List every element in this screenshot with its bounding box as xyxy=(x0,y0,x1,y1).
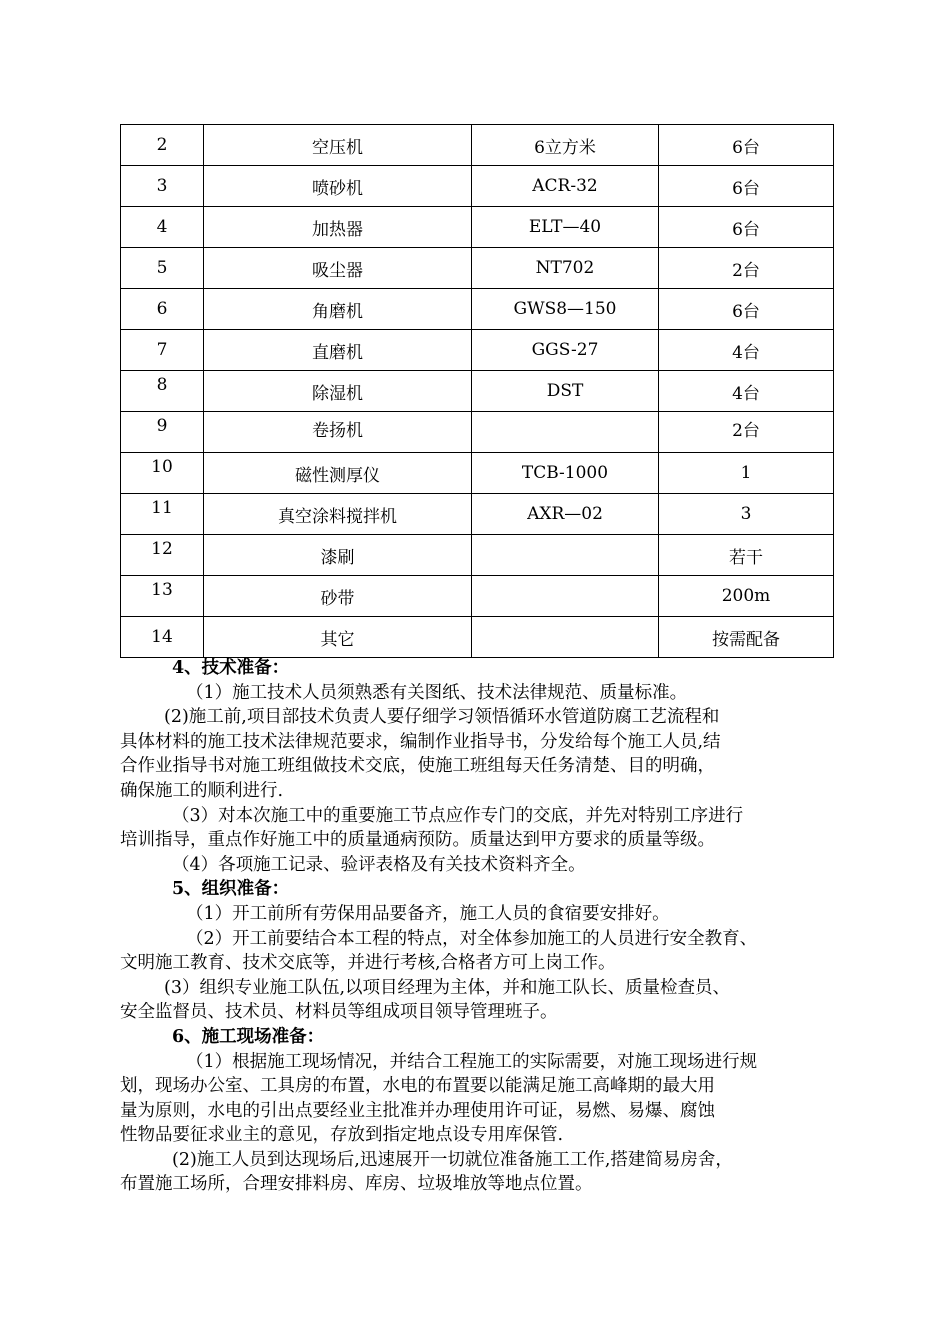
paragraph-line: 确保施工的顺利进行. xyxy=(120,780,284,801)
table-row xyxy=(121,535,834,576)
table-row xyxy=(121,576,834,617)
paragraph-line: 合作业指导书对施工班组做技术交底，使施工班组每天任务清楚、目的明确， xyxy=(120,756,715,777)
row-number: 3 xyxy=(121,166,204,207)
equipment-quantity: 4台 xyxy=(659,371,834,412)
table-row xyxy=(121,330,834,371)
equipment-quantity: 6台 xyxy=(659,289,834,330)
table-row xyxy=(121,166,834,207)
paragraph-line: (2)施工前,项目部技术负责人要仔细学习领悟循环水管道防腐工艺流程和 xyxy=(164,707,720,728)
paragraph-line: 具体材料的施工技术法律规范要求，编制作业指导书，分发给每个施工人员,结 xyxy=(120,731,721,752)
equipment-model: AXR—02 xyxy=(472,494,659,535)
paragraph-line: （1）根据施工现场情况，并结合工程施工的实际需要，对施工现场进行规 xyxy=(186,1051,758,1072)
paragraph-line: 性物品要征求业主的意见，存放到指定地点设专用库保管. xyxy=(120,1125,564,1146)
row-number: 6 xyxy=(121,289,204,330)
equipment-model xyxy=(472,617,659,658)
equipment-model: 6立方米 xyxy=(472,125,659,166)
paragraph-line: 培训指导，重点作好施工中的质量通病预防。质量达到甲方要求的质量等级。 xyxy=(120,830,715,851)
table-row xyxy=(121,617,834,658)
row-number: 12 xyxy=(121,535,204,576)
paragraph: （1）开工前所有劳保用品要备齐，施工人员的食宿要安排好。 xyxy=(186,903,670,924)
paragraph-line: 划，现场办公室、工具房的布置，水电的布置要以能满足施工高峰期的最大用 xyxy=(120,1076,715,1097)
paragraph-line: (3）组织专业施工队伍,以项目经理为主体，并和施工队长、质量检查员、 xyxy=(164,977,731,998)
equipment-quantity: 1 xyxy=(659,453,834,494)
equipment-name: 喷砂机 xyxy=(204,166,472,207)
equipment-model xyxy=(472,535,659,576)
section-heading-site: 6、施工现场准备： xyxy=(172,1026,325,1047)
paragraph-line: （3）对本次施工中的重要施工节点应作专门的交底，并先对特别工序进行 xyxy=(172,805,744,826)
equipment-model: ACR-32 xyxy=(472,166,659,207)
equipment-table-body xyxy=(121,125,834,658)
table-row xyxy=(121,207,834,248)
paragraph-line: 安全监督员、技术员、材料员等组成项目领导管理班子。 xyxy=(120,1002,558,1023)
equipment-quantity: 6台 xyxy=(659,166,834,207)
row-number: 8 xyxy=(121,371,204,412)
section-heading-tech: 4、技术准备： xyxy=(172,658,290,678)
equipment-name: 其它 xyxy=(204,617,472,658)
equipment-name: 吸尘器 xyxy=(204,248,472,289)
equipment-quantity: 2台 xyxy=(659,248,834,289)
paragraph-line: 文明施工教育、技术交底等，并进行考核,合格者方可上岗工作。 xyxy=(120,953,616,974)
table-row xyxy=(121,248,834,289)
equipment-model: GWS8—150 xyxy=(472,289,659,330)
paragraph-line: (2)施工人员到达现场后,迅速展开一切就位准备施工工作,搭建简易房舍， xyxy=(172,1149,733,1170)
equipment-name: 卷扬机 xyxy=(204,412,472,453)
equipment-name: 空压机 xyxy=(204,125,472,166)
equipment-quantity: 3 xyxy=(659,494,834,535)
equipment-name: 漆刷 xyxy=(204,535,472,576)
equipment-name: 磁性测厚仪 xyxy=(204,453,472,494)
paragraph-line: 布置施工场所，合理安排料房、库房、垃圾堆放等地点位置。 xyxy=(120,1174,593,1195)
equipment-name: 真空涂料搅拌机 xyxy=(204,494,472,535)
row-number: 14 xyxy=(121,617,204,658)
equipment-quantity: 6台 xyxy=(659,125,834,166)
equipment-model: GGS-27 xyxy=(472,330,659,371)
table-row xyxy=(121,125,834,166)
equipment-name: 砂带 xyxy=(204,576,472,617)
row-number: 4 xyxy=(121,207,204,248)
row-number: 11 xyxy=(121,494,204,535)
table-row xyxy=(121,371,834,412)
equipment-quantity: 4台 xyxy=(659,330,834,371)
paragraph: （4）各项施工记录、验评表格及有关技术资料齐全。 xyxy=(172,854,586,875)
paragraph-line: （2）开工前要结合本工程的特点，对全体参加施工的人员进行安全教育、 xyxy=(186,928,758,949)
table-row xyxy=(121,453,834,494)
equipment-name: 加热器 xyxy=(204,207,472,248)
document-body xyxy=(120,656,820,1197)
table-row xyxy=(121,289,834,330)
equipment-table xyxy=(120,124,834,658)
row-number: 9 xyxy=(121,412,204,453)
paragraph-line: 量为原则，水电的引出点要经业主批准并办理使用许可证，易燃、易爆、腐蚀 xyxy=(120,1100,715,1121)
equipment-model: DST xyxy=(472,371,659,412)
row-number: 5 xyxy=(121,248,204,289)
equipment-quantity: 6台 xyxy=(659,207,834,248)
equipment-name: 角磨机 xyxy=(204,289,472,330)
equipment-quantity: 若干 xyxy=(659,535,834,576)
equipment-model: NT702 xyxy=(472,248,659,289)
equipment-model: ELT—40 xyxy=(472,207,659,248)
equipment-quantity: 2台 xyxy=(659,412,834,453)
equipment-model xyxy=(472,576,659,617)
row-number: 10 xyxy=(121,453,204,494)
equipment-model xyxy=(472,412,659,453)
equipment-quantity: 200m xyxy=(659,576,834,617)
paragraph: （1）施工技术人员须熟悉有关图纸、技术法律规范、质量标准。 xyxy=(186,682,688,703)
table-row xyxy=(121,494,834,535)
equipment-name: 直磨机 xyxy=(204,330,472,371)
equipment-quantity: 按需配备 xyxy=(659,617,834,658)
row-number: 7 xyxy=(121,330,204,371)
table-row xyxy=(121,412,834,453)
row-number: 2 xyxy=(121,125,204,166)
row-number: 13 xyxy=(121,576,204,617)
equipment-model: TCB-1000 xyxy=(472,453,659,494)
section-heading-org: 5、组织准备： xyxy=(172,879,290,900)
equipment-name: 除湿机 xyxy=(204,371,472,412)
